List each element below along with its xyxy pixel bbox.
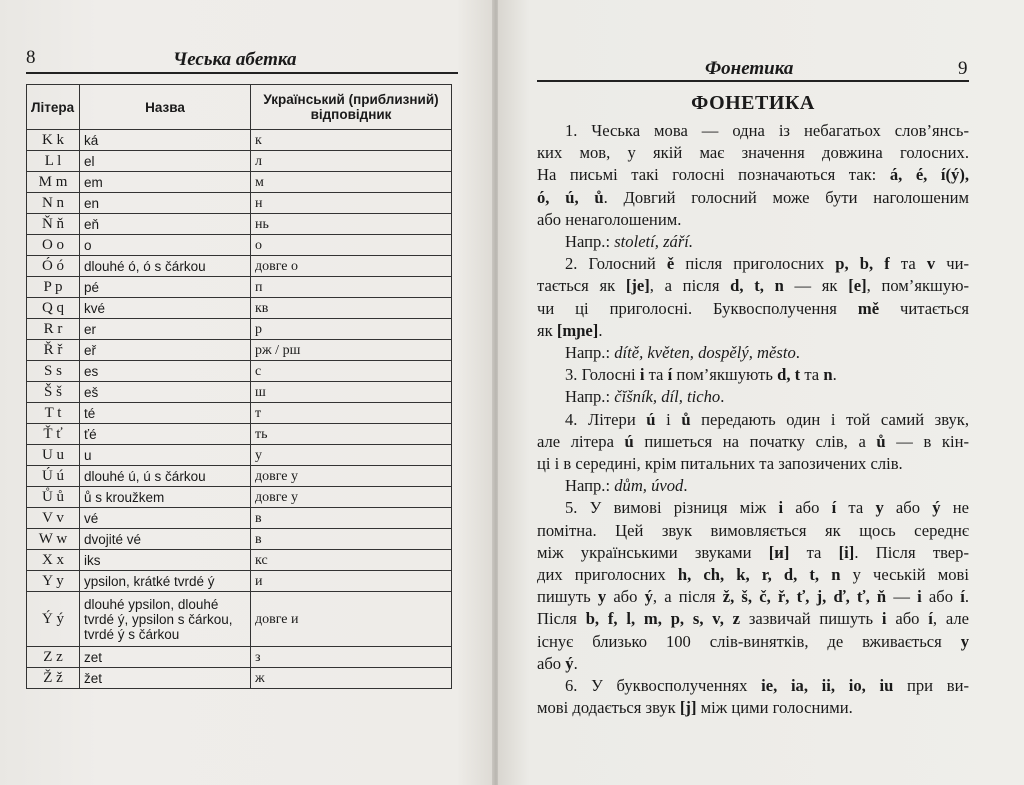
name-cell: zet [80, 647, 251, 668]
name-cell: ťé [80, 424, 251, 445]
equivalent-cell: с [251, 361, 452, 382]
equivalent-cell: в [251, 508, 452, 529]
table-row [27, 382, 452, 403]
letter-cell: X x [27, 550, 80, 571]
name-cell: dlouhé ó, ó s čárkou [80, 256, 251, 277]
name-cell: vé [80, 508, 251, 529]
table-row [27, 277, 452, 298]
letter-cell: Ý ý [27, 592, 80, 647]
table-row [27, 193, 452, 214]
table-row [27, 319, 452, 340]
letter-cell: Ů ů [27, 487, 80, 508]
text-line: тається як [je], а після d, t, n — як [e], пом’якшую- [537, 276, 969, 296]
equivalent-cell: з [251, 647, 452, 668]
name-cell: er [80, 319, 251, 340]
letter-cell: Ú ú [27, 466, 80, 487]
alphabet-table [26, 84, 452, 689]
equivalent-cell: в [251, 529, 452, 550]
table-row [27, 298, 452, 319]
text-line: як [mɲe]. [537, 320, 603, 340]
text-line: 5. У вимові різниця між i або í та y або ý не [565, 498, 969, 518]
table-row [27, 647, 452, 668]
table-row [27, 487, 452, 508]
equivalent-cell: довге и [251, 592, 452, 647]
letter-cell: M m [27, 172, 80, 193]
letter-cell: Ň ň [27, 214, 80, 235]
table-row [27, 445, 452, 466]
name-cell: ů s kroužkem [80, 487, 251, 508]
equivalent-cell: п [251, 277, 452, 298]
text-line: Напр.: století, září. [565, 232, 694, 252]
table-row [27, 529, 452, 550]
equivalent-cell: ж [251, 668, 452, 689]
text-line: ці і в середині, крім питальних та запозичених слів. [537, 454, 903, 474]
table-row [27, 256, 452, 277]
name-cell: dlouhé ypsilon, dlouhé tvrdé ý, ypsilon s čárkou, tvrdé ý s čárkou [80, 592, 251, 647]
table-row [27, 151, 452, 172]
text-line: пишуть y або ý, а після ž, š, č, ř, ť, j, ď, ť, ň — i або í. [537, 587, 969, 607]
text-line: чи ці приголосні. Буквосполучення mě читається [537, 298, 969, 318]
equivalent-cell: к [251, 130, 452, 151]
equivalent-cell: ть [251, 424, 452, 445]
text-line: існує близько 100 слів-винятків, де вживається y [537, 631, 969, 651]
right-page-number: 9 [958, 58, 968, 79]
equivalent-cell: нь [251, 214, 452, 235]
equivalent-cell: н [251, 193, 452, 214]
left-header-rule [26, 72, 458, 74]
equivalent-cell: т [251, 403, 452, 424]
letter-cell: R r [27, 319, 80, 340]
column-header-name: Назва [80, 85, 251, 130]
name-cell: u [80, 445, 251, 466]
equivalent-cell: у [251, 445, 452, 466]
letter-cell: T t [27, 403, 80, 424]
table-row [27, 340, 452, 361]
table-row [27, 172, 452, 193]
letter-cell: O o [27, 235, 80, 256]
equivalent-cell: ш [251, 382, 452, 403]
name-cell: em [80, 172, 251, 193]
text-line: 1. Чеська мова — одна із небагатьох слов’янсь- [565, 121, 969, 140]
equivalent-cell: р [251, 319, 452, 340]
table-row [27, 424, 452, 445]
table-row [27, 361, 452, 382]
table-row [27, 571, 452, 592]
table-row [27, 235, 452, 256]
name-cell: ká [80, 130, 251, 151]
table-row [27, 214, 452, 235]
name-cell: dlouhé ú, ú s čárkou [80, 466, 251, 487]
left-running-title: Чеська абетка [173, 49, 297, 70]
letter-cell: W w [27, 529, 80, 550]
table-row [27, 592, 452, 647]
letter-cell: Ř ř [27, 340, 80, 361]
text-line: 2. Голосний ě після приголосних p, b, f та v чи- [565, 254, 969, 274]
name-cell: pé [80, 277, 251, 298]
text-line: Напр.: čĭšník, díl, ticho. [565, 387, 725, 407]
equivalent-cell: кс [251, 550, 452, 571]
text-line: ких мов, у якій має значення довжина голосних. [537, 143, 969, 163]
column-header-letter: Літера [27, 85, 80, 130]
letter-cell: Z z [27, 647, 80, 668]
letter-cell: K k [27, 130, 80, 151]
text-line: ó, ú, ů. Довгий голосний може бути наголошеним [537, 187, 969, 207]
name-cell: o [80, 235, 251, 256]
name-cell: žet [80, 668, 251, 689]
text-line: мові додається звук [j] між цими голосними. [537, 698, 853, 718]
text-line: 4. Літери ú і ů передають один і той самий звук, [565, 409, 969, 429]
text-line: 3. Голосні i та í пом’якшують d, t та n. [565, 365, 837, 385]
right-running-title: Фонетика [705, 58, 794, 79]
name-cell: el [80, 151, 251, 172]
equivalent-cell: довге у [251, 466, 452, 487]
name-cell: iks [80, 550, 251, 571]
table-row [27, 508, 452, 529]
table-row [27, 130, 452, 151]
name-cell: ypsilon, krátké tvrdé ý [80, 571, 251, 592]
letter-cell: P p [27, 277, 80, 298]
text-line: На письмі такі голосні позначаються так: á, é, í(ý), [537, 165, 969, 185]
table-row [27, 550, 452, 571]
letter-cell: Q q [27, 298, 80, 319]
name-cell: dvojité vé [80, 529, 251, 550]
name-cell: kvé [80, 298, 251, 319]
column-header-equivalent: Український (приблизний) відповідник [251, 85, 452, 130]
equivalent-cell: м [251, 172, 452, 193]
letter-cell: L l [27, 151, 80, 172]
equivalent-cell: и [251, 571, 452, 592]
letter-cell: N n [27, 193, 80, 214]
name-cell: té [80, 403, 251, 424]
letter-cell: Ó ó [27, 256, 80, 277]
text-line: або ý. [537, 653, 578, 673]
text-line: Напр.: dítě, květen, dospělý, město. [565, 343, 800, 363]
table-row [27, 466, 452, 487]
letter-cell: Š š [27, 382, 80, 403]
letter-cell: Ž ž [27, 668, 80, 689]
table-header-row [27, 85, 452, 130]
table-row [27, 668, 452, 689]
equivalent-cell: довге о [251, 256, 452, 277]
text-line: але літера ú пишеться на початку слів, а ů — в кін- [537, 431, 969, 451]
letter-cell: U u [27, 445, 80, 466]
equivalent-cell: довге у [251, 487, 452, 508]
name-cell: es [80, 361, 251, 382]
alphabet-table-body [27, 130, 452, 689]
right-header-rule [537, 80, 969, 82]
equivalent-cell: рж / рш [251, 340, 452, 361]
section-heading: ФОНЕТИКА [691, 92, 815, 114]
name-cell: eř [80, 340, 251, 361]
text-line: помітна. Цей звук вимовляється як щось середнє [537, 520, 969, 540]
table-row [27, 403, 452, 424]
text-line: Напр.: dům, úvod. [565, 476, 688, 496]
equivalent-cell: о [251, 235, 452, 256]
name-cell: eš [80, 382, 251, 403]
left-page-number: 8 [26, 47, 36, 68]
text-line: Після b, f, l, m, p, s, v, z зазвичай пишуть i або í, але [537, 609, 969, 629]
equivalent-cell: кв [251, 298, 452, 319]
phonetics-body-text [537, 120, 969, 719]
letter-cell: Ť ť [27, 424, 80, 445]
name-cell: en [80, 193, 251, 214]
equivalent-cell: л [251, 151, 452, 172]
letter-cell: V v [27, 508, 80, 529]
text-line: або ненаголошеним. [537, 209, 682, 229]
name-cell: eň [80, 214, 251, 235]
text-line: дих приголосних h, ch, k, r, d, t, n у чеській мові [537, 565, 969, 585]
letter-cell: S s [27, 361, 80, 382]
letter-cell: Y y [27, 571, 80, 592]
text-line: між українськими звуками [и] та [і]. Після твер- [537, 542, 969, 562]
text-line: 6. У буквосполученнях ie, ia, ii, io, iu при ви- [565, 676, 969, 696]
